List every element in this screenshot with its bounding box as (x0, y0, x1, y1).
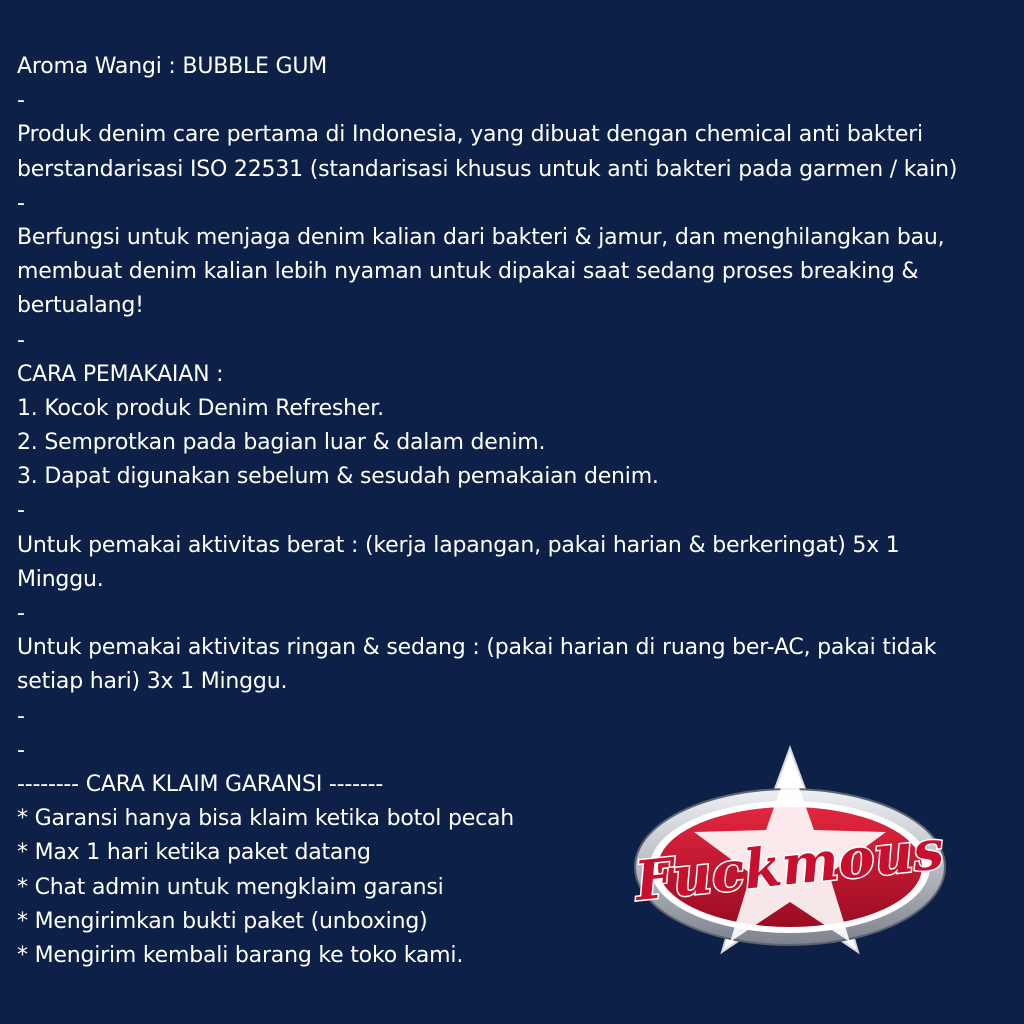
text-line: setiap hari) 3x 1 Minggu. (17, 669, 288, 695)
text-line: bertualang! (17, 293, 144, 319)
text-line: Produk denim care pertama di Indonesia, yang dibuat dengan chemical anti bakteri (17, 122, 923, 148)
text-line: Berfungsi untuk menjaga denim kalian dari bakteri & jamur, dan menghilangkan bau, (17, 224, 945, 250)
text-line: Untuk pemakai aktivitas ringan & sedang : (pakai harian di ruang ber-AC, pakai tidak (17, 635, 937, 661)
text-line: * Garansi hanya bisa klaim ketika botol pecah (17, 806, 515, 832)
brand-wordmark: Fuckmous (631, 817, 947, 914)
text-line: berstandarisasi ISO 22531 (standarisasi khusus untuk anti bakteri pada garmen / kain) (17, 156, 958, 182)
text-line: * Mengirim kembali barang ke toko kami. (17, 942, 464, 968)
text-line: Aroma Wangi : BUBBLE GUM (17, 54, 328, 79)
text-line: CARA PEMAKAIAN : (17, 361, 224, 387)
text-line: -------- CARA KLAIM GARANSI ------- (17, 771, 384, 797)
text-line: Untuk pemakai aktivitas berat : (kerja lapangan, pakai harian & berkeringat) 5x 1 (17, 532, 900, 558)
text-line: - (17, 703, 25, 729)
text-line: 2. Semprotkan pada bagian luar & dalam denim. (17, 430, 546, 456)
text-line: membuat denim kalian lebih nyaman untuk dipakai saat sedang proses breaking & (17, 259, 919, 285)
text-line: - (17, 737, 25, 763)
text-line: - (17, 601, 25, 626)
text-line: 3. Dapat digunakan sebelum & sesudah pemakaian denim. (17, 464, 659, 490)
brand-logo (630, 742, 950, 984)
text-line: * Chat admin untuk mengklaim garansi (17, 874, 444, 900)
text-line: - (17, 327, 25, 353)
text-line: - (17, 190, 25, 216)
text-line: - (17, 88, 25, 114)
text-line: - (17, 498, 25, 524)
text-line: * Max 1 hari ketika paket datang (17, 840, 371, 866)
text-line: * Mengirimkan bukti paket (unboxing) (17, 908, 428, 934)
text-line: Minggu. (17, 566, 104, 592)
text-line: 1. Kocok produk Denim Refresher. (17, 395, 384, 421)
